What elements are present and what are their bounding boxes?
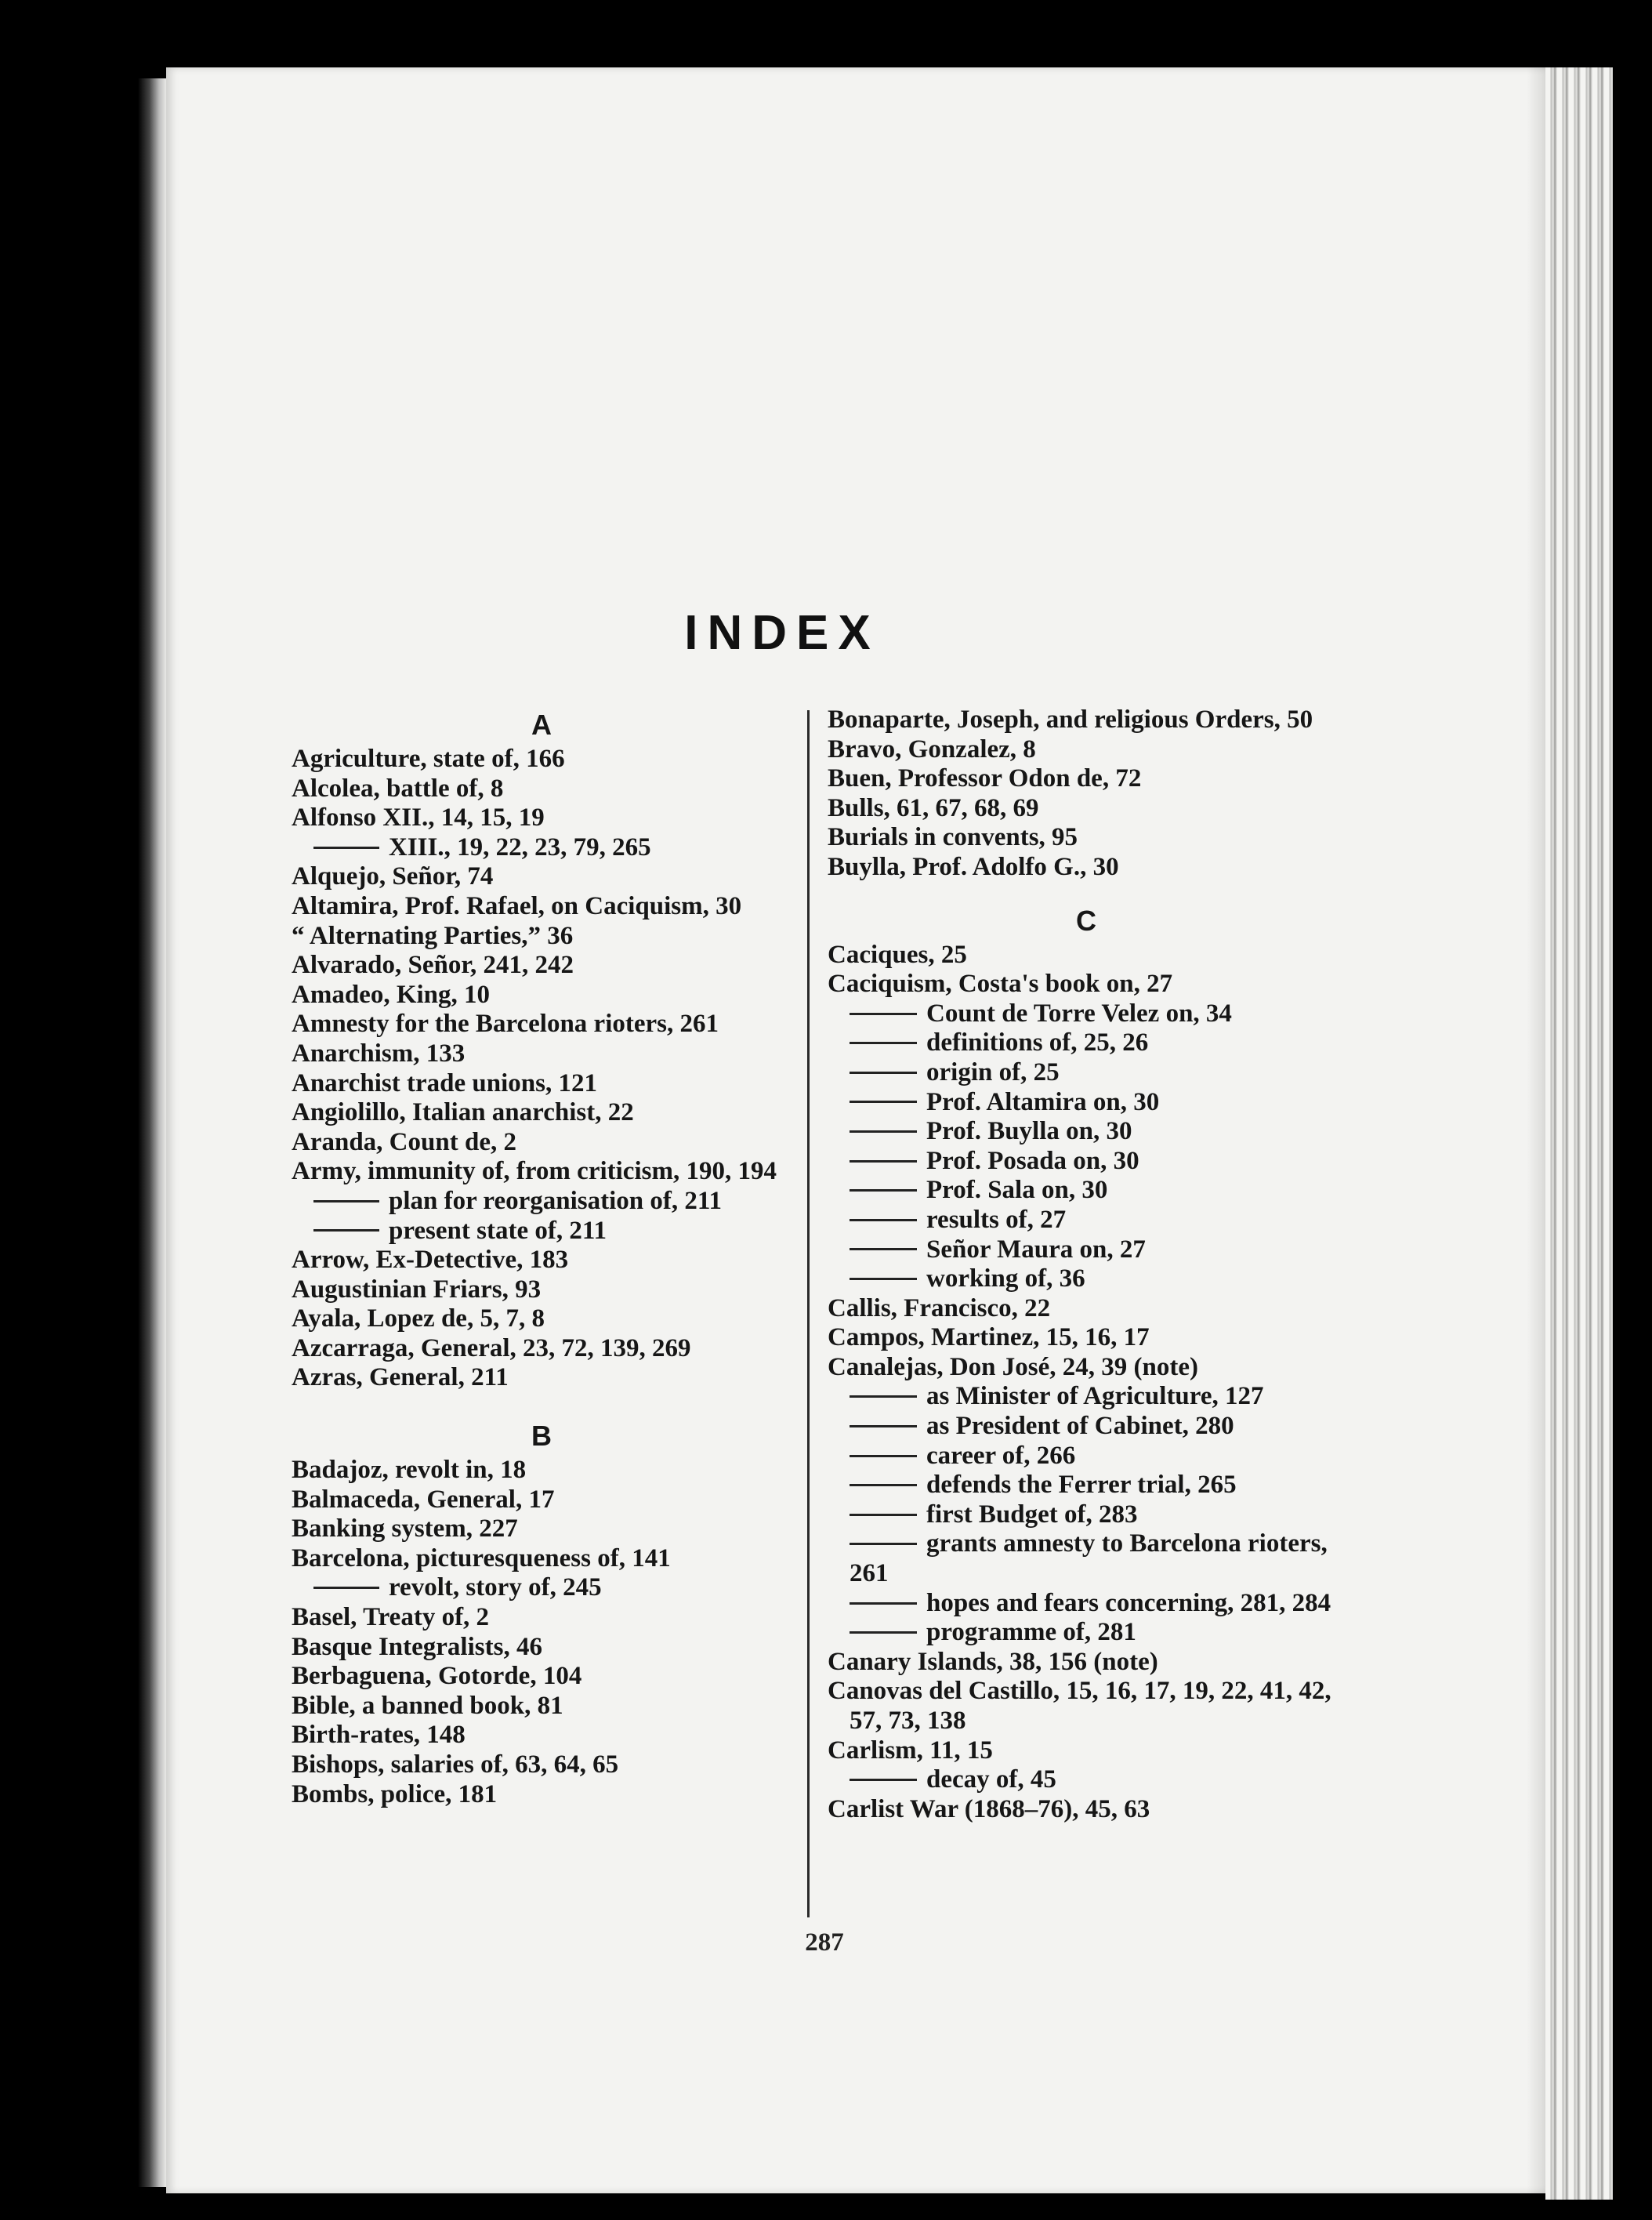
index-subentry [828, 1235, 1345, 1265]
repeat-dash [850, 1455, 917, 1457]
entry-text: Aranda, Count de, 2 [292, 1127, 516, 1156]
index-subentry [828, 1382, 1345, 1412]
index-column-left [292, 706, 798, 1809]
entry-text: working of, 36 [926, 1264, 1085, 1293]
index-entry [828, 853, 1345, 883]
entry-text: Angiolillo, Italian anarchist, 22 [292, 1098, 634, 1127]
index-entry [292, 1692, 798, 1721]
entry-text: Bonaparte, Joseph, and religious Orders, 50 [828, 706, 1313, 734]
entry-text: Callis, Francisco, 22 [828, 1293, 1051, 1322]
index-title: INDEX [684, 606, 880, 660]
index-entry [828, 823, 1345, 853]
entry-text: Berbaguena, Gotorde, 104 [292, 1662, 582, 1691]
entry-text: Count de Torre Velez on, 34 [926, 999, 1232, 1028]
entry-text: Basel, Treaty of, 2 [292, 1603, 490, 1632]
repeat-dash [850, 1543, 917, 1545]
entry-text: XIII., 19, 22, 23, 79, 265 [389, 832, 651, 862]
index-subentry [828, 1765, 1345, 1795]
section-letter-b: B [531, 1420, 552, 1453]
index-subentry [828, 1529, 1345, 1588]
entry-text: Azras, General, 211 [292, 1363, 509, 1392]
index-entry [292, 1780, 798, 1810]
repeat-dash [850, 1130, 917, 1133]
entry-text: Barcelona, picturesqueness of, 141 [292, 1543, 671, 1572]
index-entry [292, 1010, 798, 1039]
index-entry [828, 706, 1345, 735]
entry-text: Arrow, Ex-Detective, 183 [292, 1246, 569, 1275]
entry-text: Campos, Martinez, 15, 16, 17 [828, 1323, 1150, 1352]
section-letter-c: C [1076, 904, 1096, 937]
index-subentry [828, 1028, 1345, 1058]
entry-text: Caciques, 25 [828, 940, 967, 969]
index-entry [292, 1750, 798, 1780]
repeat-dash [850, 1779, 917, 1781]
index-entry [292, 1304, 798, 1334]
index-subentry [292, 1187, 798, 1217]
entry-list-a [292, 745, 798, 1393]
entry-text: Anarchism, 133 [292, 1039, 466, 1068]
entry-text: Balmaceda, General, 17 [292, 1485, 555, 1514]
section-letter-a: A [531, 709, 552, 741]
index-entry [292, 892, 798, 922]
index-subentry [828, 1147, 1345, 1177]
entry-text: Alvarado, Señor, 241, 242 [292, 951, 574, 980]
repeat-dash [850, 1602, 917, 1605]
entry-text: Azcarraga, General, 23, 72, 139, 269 [292, 1333, 691, 1362]
index-entry [828, 1795, 1345, 1825]
entry-list-c [828, 941, 1345, 1825]
index-entry [828, 1736, 1345, 1766]
entry-text: Banking system, 227 [292, 1514, 518, 1543]
entry-text: as Minister of Agriculture, 127 [926, 1382, 1264, 1411]
entry-text: plan for reorganisation of, 211 [389, 1186, 723, 1215]
entry-text: programme of, 281 [926, 1618, 1136, 1647]
index-subentry [828, 1618, 1345, 1648]
entry-text: Amnesty for the Barcelona rioters, 261 [292, 1010, 719, 1039]
entry-text: Anarchist trade unions, 121 [292, 1068, 597, 1097]
entry-text: Amadeo, King, 10 [292, 980, 491, 1009]
column-divider [807, 710, 810, 1917]
index-entry [292, 1544, 798, 1574]
index-subentry [828, 1264, 1345, 1294]
index-entry [292, 803, 798, 833]
index-entry [292, 951, 798, 981]
entry-text: Bishops, salaries of, 63, 64, 65 [292, 1750, 619, 1779]
entry-text: Bible, a banned book, 81 [292, 1691, 563, 1720]
index-subentry [828, 1442, 1345, 1471]
repeat-dash [313, 1229, 379, 1232]
entry-text: Prof. Sala on, 30 [926, 1176, 1108, 1205]
entry-text: present state of, 211 [389, 1216, 607, 1245]
entry-text: Prof. Altamira on, 30 [926, 1087, 1160, 1116]
repeat-dash [850, 1101, 917, 1103]
entry-text: Canalejas, Don José, 24, 39 (note) [828, 1352, 1198, 1381]
entry-text: Bravo, Gonzalez, 8 [828, 735, 1036, 764]
repeat-dash [850, 1248, 917, 1250]
index-subentry [828, 1412, 1345, 1442]
entry-text: Carlism, 11, 15 [828, 1736, 993, 1765]
index-subentry [828, 1471, 1345, 1500]
repeat-dash [313, 1587, 379, 1589]
index-subentry [828, 1206, 1345, 1235]
entry-text: Caciquism, Costa's book on, 27 [828, 970, 1173, 999]
index-entry [292, 1275, 798, 1305]
entry-text: origin of, 25 [926, 1057, 1060, 1086]
index-entry [292, 1334, 798, 1364]
repeat-dash [850, 1219, 917, 1221]
index-entry [828, 1323, 1345, 1353]
entry-text: Bulls, 61, 67, 68, 69 [828, 793, 1039, 822]
repeat-dash [850, 1484, 917, 1486]
index-entry [828, 735, 1345, 765]
entry-text: Alcolea, battle of, 8 [292, 774, 504, 803]
entry-text: Señor Maura on, 27 [926, 1235, 1146, 1264]
index-entry [292, 1456, 798, 1485]
repeat-dash [850, 1160, 917, 1163]
index-entry [292, 745, 798, 774]
entry-text: Alfonso XII., 14, 15, 19 [292, 803, 545, 832]
entry-text: Prof. Posada on, 30 [926, 1146, 1139, 1175]
index-entry [292, 1363, 798, 1393]
repeat-dash [850, 1514, 917, 1516]
index-entry [292, 1128, 798, 1158]
repeat-dash [850, 1189, 917, 1192]
entry-list-b [292, 1456, 798, 1809]
index-entry [292, 1157, 798, 1187]
index-entry [292, 1069, 798, 1099]
repeat-dash [313, 1200, 379, 1202]
index-entry [828, 1294, 1345, 1324]
index-subentry [828, 1058, 1345, 1088]
index-subentry [828, 1117, 1345, 1147]
index-entry [828, 1353, 1345, 1383]
entry-text: Birth-rates, 148 [292, 1721, 466, 1750]
repeat-dash [850, 1395, 917, 1398]
entry-text: defends the Ferrer trial, 265 [926, 1471, 1237, 1500]
index-subentry [828, 1500, 1345, 1530]
index-entry [292, 1039, 798, 1069]
index-entry [828, 970, 1345, 999]
entry-text: decay of, 45 [926, 1765, 1056, 1794]
index-entry [292, 862, 798, 892]
entry-text: first Budget of, 283 [926, 1500, 1138, 1529]
page-left-edge [138, 78, 166, 2187]
entry-text: hopes and fears concerning, 281, 284 [926, 1588, 1331, 1617]
entry-text: Canovas del Castillo, 15, 16, 17, 19, 22, 41, 42, 57, 73, 138 [828, 1677, 1331, 1735]
index-entry [292, 1485, 798, 1515]
entry-text: Carlist War (1868–76), 45, 63 [828, 1794, 1150, 1823]
index-entry [828, 1648, 1345, 1678]
repeat-dash [850, 1425, 917, 1427]
entry-text: Agriculture, state of, 166 [292, 745, 565, 773]
entry-text: Army, immunity of, from criticism, 190, 194 [292, 1157, 777, 1186]
entry-text: Augustinian Friars, 93 [292, 1275, 542, 1304]
index-subentry [292, 1573, 798, 1603]
entry-text: Alquejo, Señor, 74 [292, 862, 494, 891]
index-entry [292, 1633, 798, 1663]
repeat-dash [313, 847, 379, 849]
index-entry [828, 1677, 1345, 1736]
entry-text: Altamira, Prof. Rafael, on Caciquism, 30 [292, 891, 742, 920]
index-entry [292, 1603, 798, 1633]
repeat-dash [850, 1072, 917, 1074]
index-entry [292, 1514, 798, 1544]
repeat-dash [850, 1631, 917, 1634]
index-entry [292, 981, 798, 1010]
index-entry [292, 1246, 798, 1275]
entry-text: revolt, story of, 245 [389, 1573, 602, 1602]
entry-text: “ Alternating Parties,” 36 [292, 921, 574, 950]
index-entry [292, 922, 798, 952]
entry-text: grants amnesty to Barcelona rioters, 261 [850, 1529, 1328, 1588]
index-entry [292, 1098, 798, 1128]
entry-text: Buen, Professor Odon de, 72 [828, 764, 1142, 793]
index-subentry [828, 1589, 1345, 1619]
index-entry [828, 794, 1345, 824]
page-number: 287 [805, 1928, 844, 1957]
entry-text: Bombs, police, 181 [292, 1779, 498, 1808]
repeat-dash [850, 1042, 917, 1044]
index-subentry [292, 833, 798, 863]
entry-text: Burials in convents, 95 [828, 823, 1078, 852]
entry-text: Buylla, Prof. Adolfo G., 30 [828, 852, 1119, 881]
entry-text: Ayala, Lopez de, 5, 7, 8 [292, 1304, 545, 1333]
index-entry [292, 774, 798, 804]
index-entry [828, 764, 1345, 794]
index-subentry [292, 1217, 798, 1246]
index-subentry [828, 1176, 1345, 1206]
index-entry [828, 941, 1345, 970]
page-stack-edge [1545, 67, 1613, 2200]
entry-text: as President of Cabinet, 280 [926, 1412, 1234, 1441]
repeat-dash [850, 1013, 917, 1015]
entry-list-b-continued [828, 706, 1345, 883]
index-subentry [828, 999, 1345, 1029]
index-subentry [828, 1088, 1345, 1118]
entry-text: results of, 27 [926, 1205, 1067, 1234]
repeat-dash [850, 1278, 917, 1280]
entry-text: Basque Integralists, 46 [292, 1632, 542, 1661]
entry-text: definitions of, 25, 26 [926, 1028, 1149, 1057]
index-entry [292, 1662, 798, 1692]
entry-text: Canary Islands, 38, 156 (note) [828, 1647, 1158, 1676]
entry-text: career of, 266 [926, 1441, 1076, 1470]
index-entry [292, 1721, 798, 1750]
entry-text: Prof. Buylla on, 30 [926, 1117, 1132, 1146]
index-column-right [828, 706, 1345, 1824]
entry-text: Badajoz, revolt in, 18 [292, 1456, 527, 1485]
